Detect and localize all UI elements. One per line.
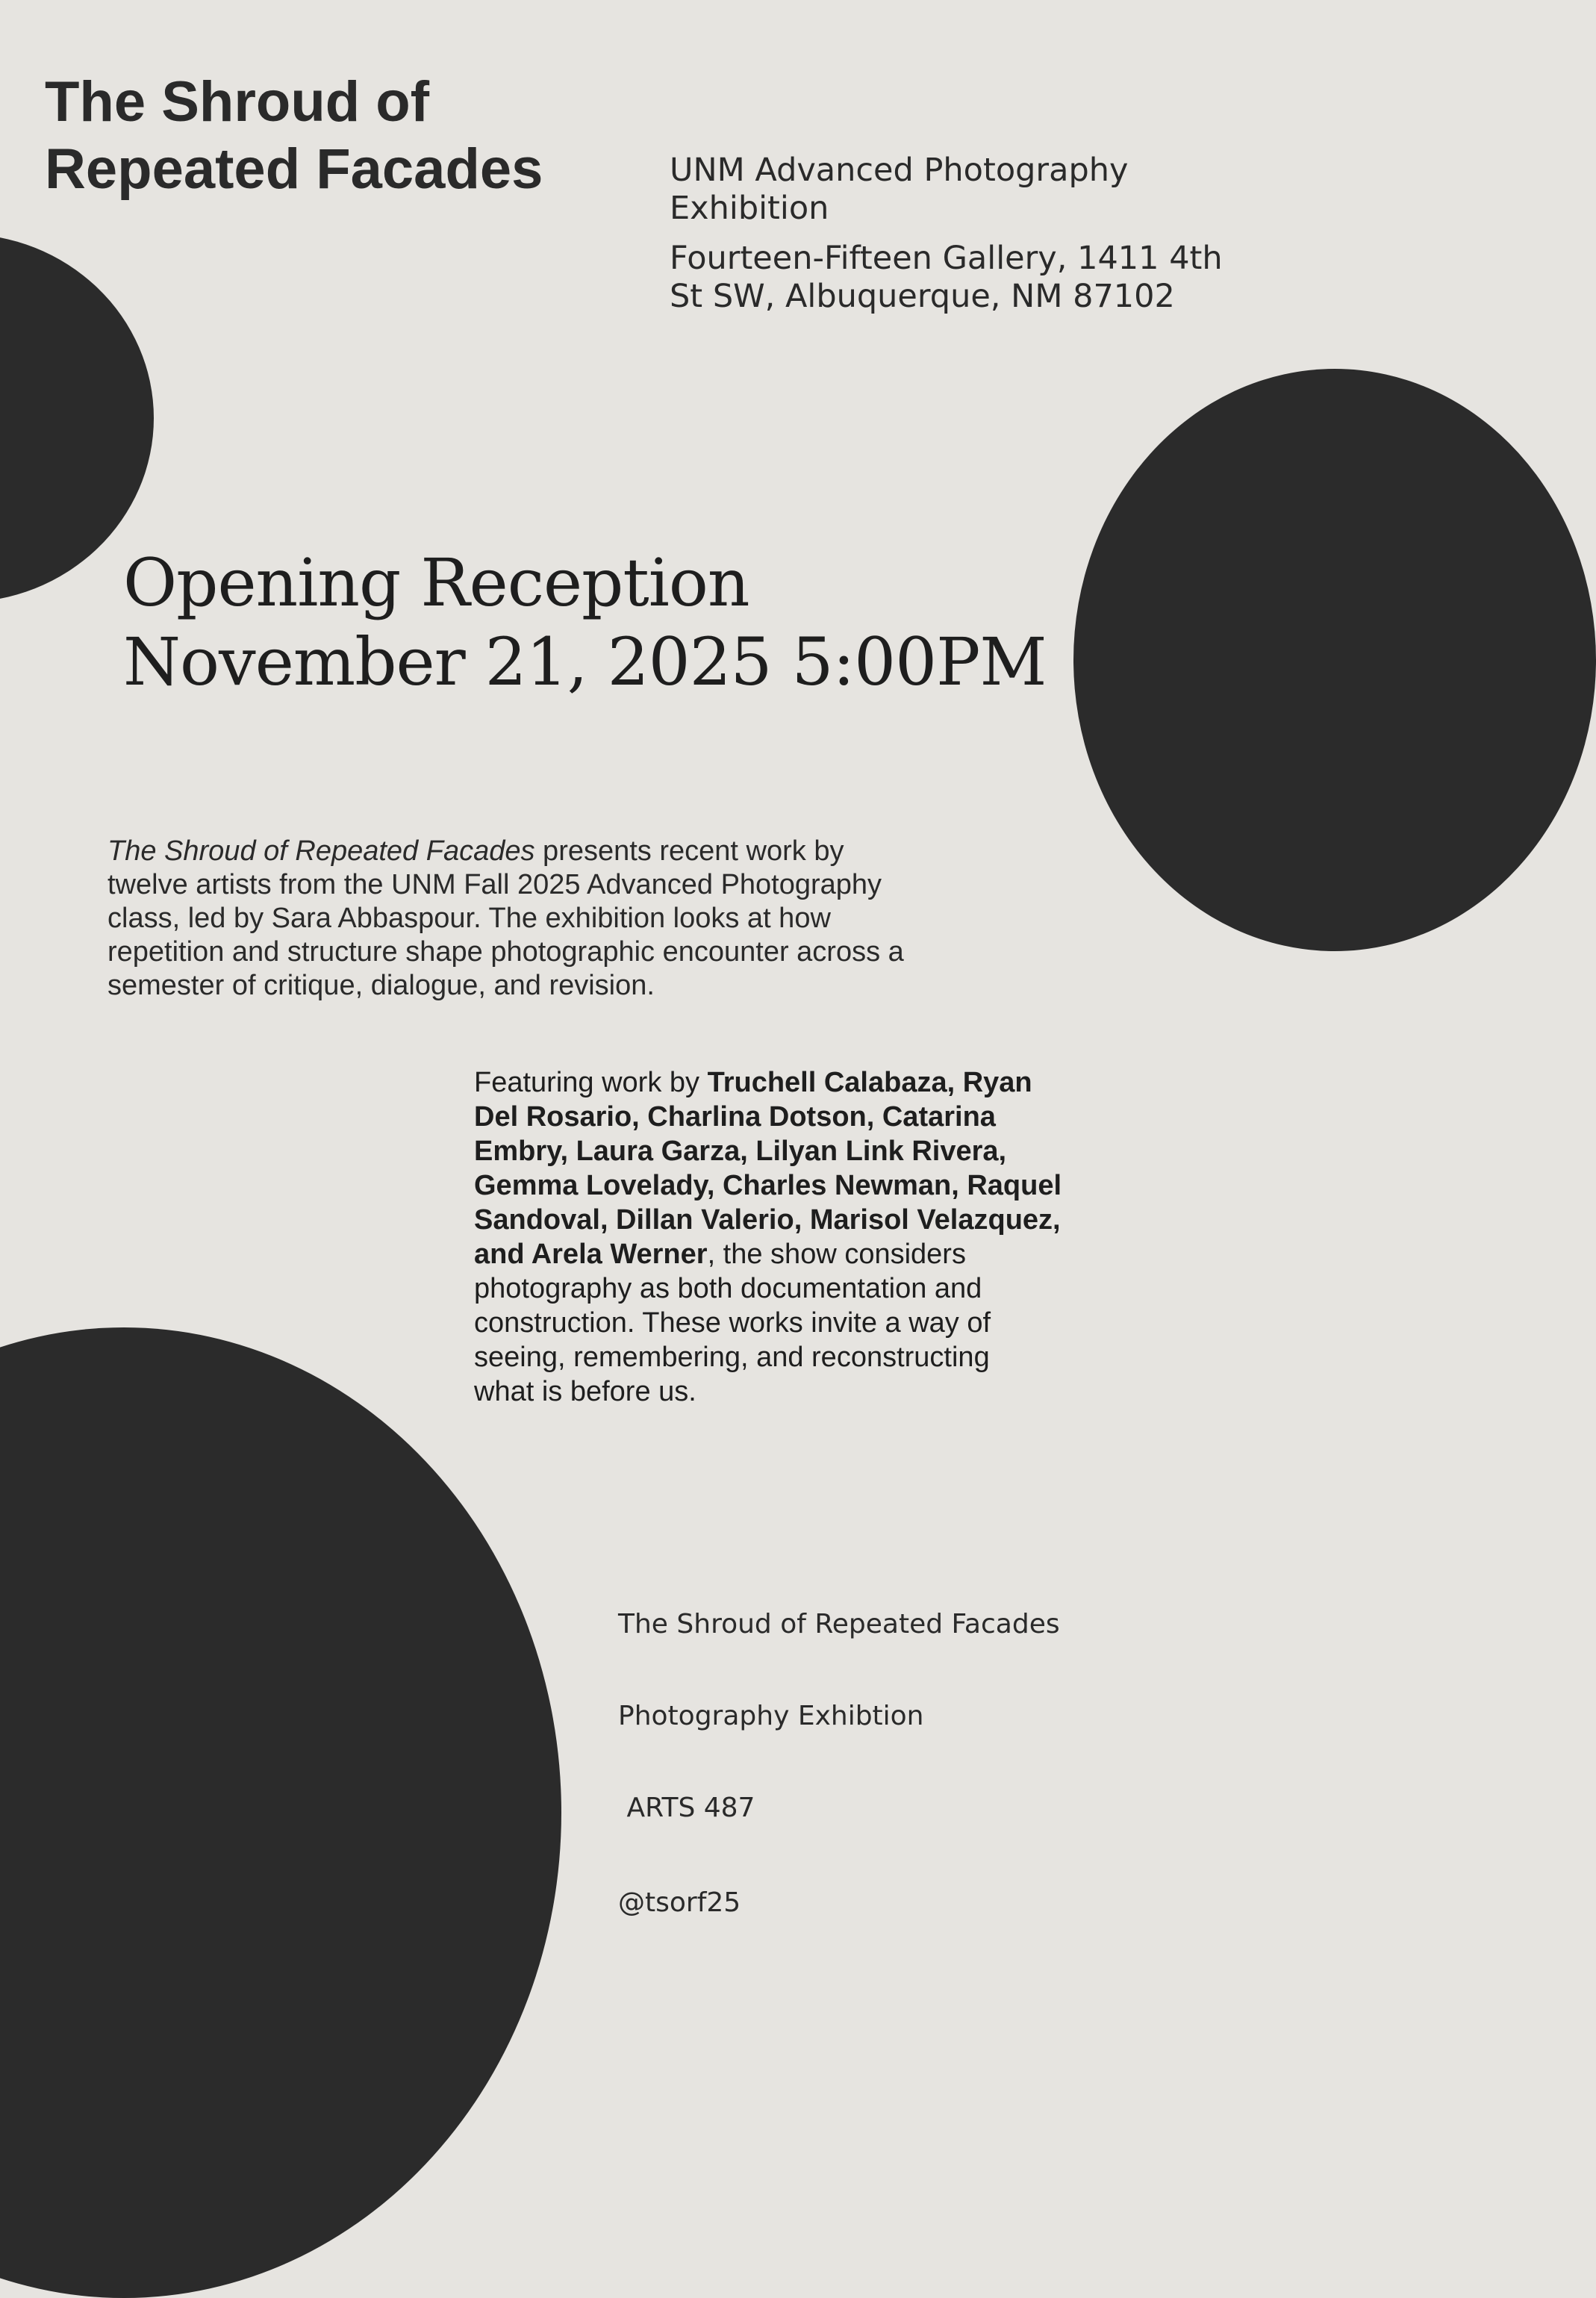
footer-show-title: The Shroud of Repeated Facades bbox=[618, 1609, 1060, 1640]
artist-names: Embry, Laura Garza, Lilyan Link Rivera, bbox=[474, 1136, 1007, 1167]
featuring-line-6 bbox=[474, 1237, 1221, 1271]
featuring-line-3 bbox=[474, 1134, 1221, 1168]
exhibition-info bbox=[670, 152, 1222, 316]
opening-reception-heading: Opening Reception bbox=[123, 544, 749, 621]
intro-line-4: repetition and structure shape photographic encounter across a bbox=[107, 936, 904, 968]
featuring-intro-text: Featuring work by bbox=[474, 1067, 708, 1098]
exhibition-name-line-1: UNM Advanced Photography bbox=[670, 152, 1129, 189]
exhibition-name bbox=[670, 152, 1222, 228]
social-handle: @tsorf25 bbox=[618, 1887, 741, 1918]
intro-line-1 bbox=[107, 835, 1048, 868]
intro-line-5: semester of critique, dialogue, and revision. bbox=[107, 970, 655, 1001]
exhibition-title bbox=[45, 69, 543, 203]
opening-reception bbox=[123, 544, 1046, 702]
artist-names: and Arela Werner bbox=[474, 1239, 708, 1270]
intro-line-3: class, led by Sara Abbaspour. The exhibition looks at how bbox=[107, 903, 831, 934]
featuring-line-9: seeing, remembering, and reconstructing bbox=[474, 1342, 990, 1373]
exhibition-title-line-1: The Shroud of bbox=[45, 70, 430, 134]
decorative-circle-bottom bbox=[0, 1327, 561, 2298]
footer-exhibition-type: Photography Exhibtion bbox=[618, 1701, 924, 1731]
intro-line-2: twelve artists from the UNM Fall 2025 Advanced Photography bbox=[107, 869, 882, 900]
venue-address bbox=[670, 240, 1222, 316]
exhibition-name-line-2: Exhibition bbox=[670, 190, 829, 227]
featuring-line-7: photography as both documentation and bbox=[474, 1273, 982, 1304]
featuring-line-1 bbox=[474, 1065, 1221, 1100]
featuring-paragraph bbox=[474, 1065, 1221, 1409]
artist-names: Gemma Lovelady, Charles Newman, Raquel bbox=[474, 1170, 1062, 1201]
featuring-line-8: construction. These works invite a way of bbox=[474, 1307, 991, 1339]
artist-names: Truchell Calabaza, Ryan bbox=[707, 1067, 1032, 1098]
intro-title-italic: The Shroud of Repeated Facades bbox=[107, 835, 535, 867]
featuring-line-4 bbox=[474, 1168, 1221, 1203]
featuring-text: , the show considers bbox=[707, 1239, 966, 1270]
exhibition-title-line-2: Repeated Facades bbox=[45, 137, 543, 201]
featuring-line-10: what is before us. bbox=[474, 1376, 696, 1407]
decorative-circle-right bbox=[1073, 369, 1596, 951]
artist-names: Sandoval, Dillan Valerio, Marisol Velazquez, bbox=[474, 1204, 1061, 1236]
featuring-line-5 bbox=[474, 1203, 1221, 1237]
intro-paragraph bbox=[107, 835, 1048, 1003]
venue-address-line-1: Fourteen-Fifteen Gallery, 1411 4th bbox=[670, 240, 1223, 277]
featuring-line-2 bbox=[474, 1100, 1221, 1134]
footer-course-code: ARTS 487 bbox=[618, 1793, 755, 1823]
footer-credits bbox=[618, 1548, 1060, 1979]
venue-address-line-2: St SW, Albuquerque, NM 87102 bbox=[670, 278, 1175, 315]
intro-line-1-rest: presents recent work by bbox=[534, 835, 844, 867]
opening-reception-datetime: November 21, 2025 5:00PM bbox=[123, 623, 1047, 700]
artist-names: Del Rosario, Charlina Dotson, Catarina bbox=[474, 1101, 996, 1133]
